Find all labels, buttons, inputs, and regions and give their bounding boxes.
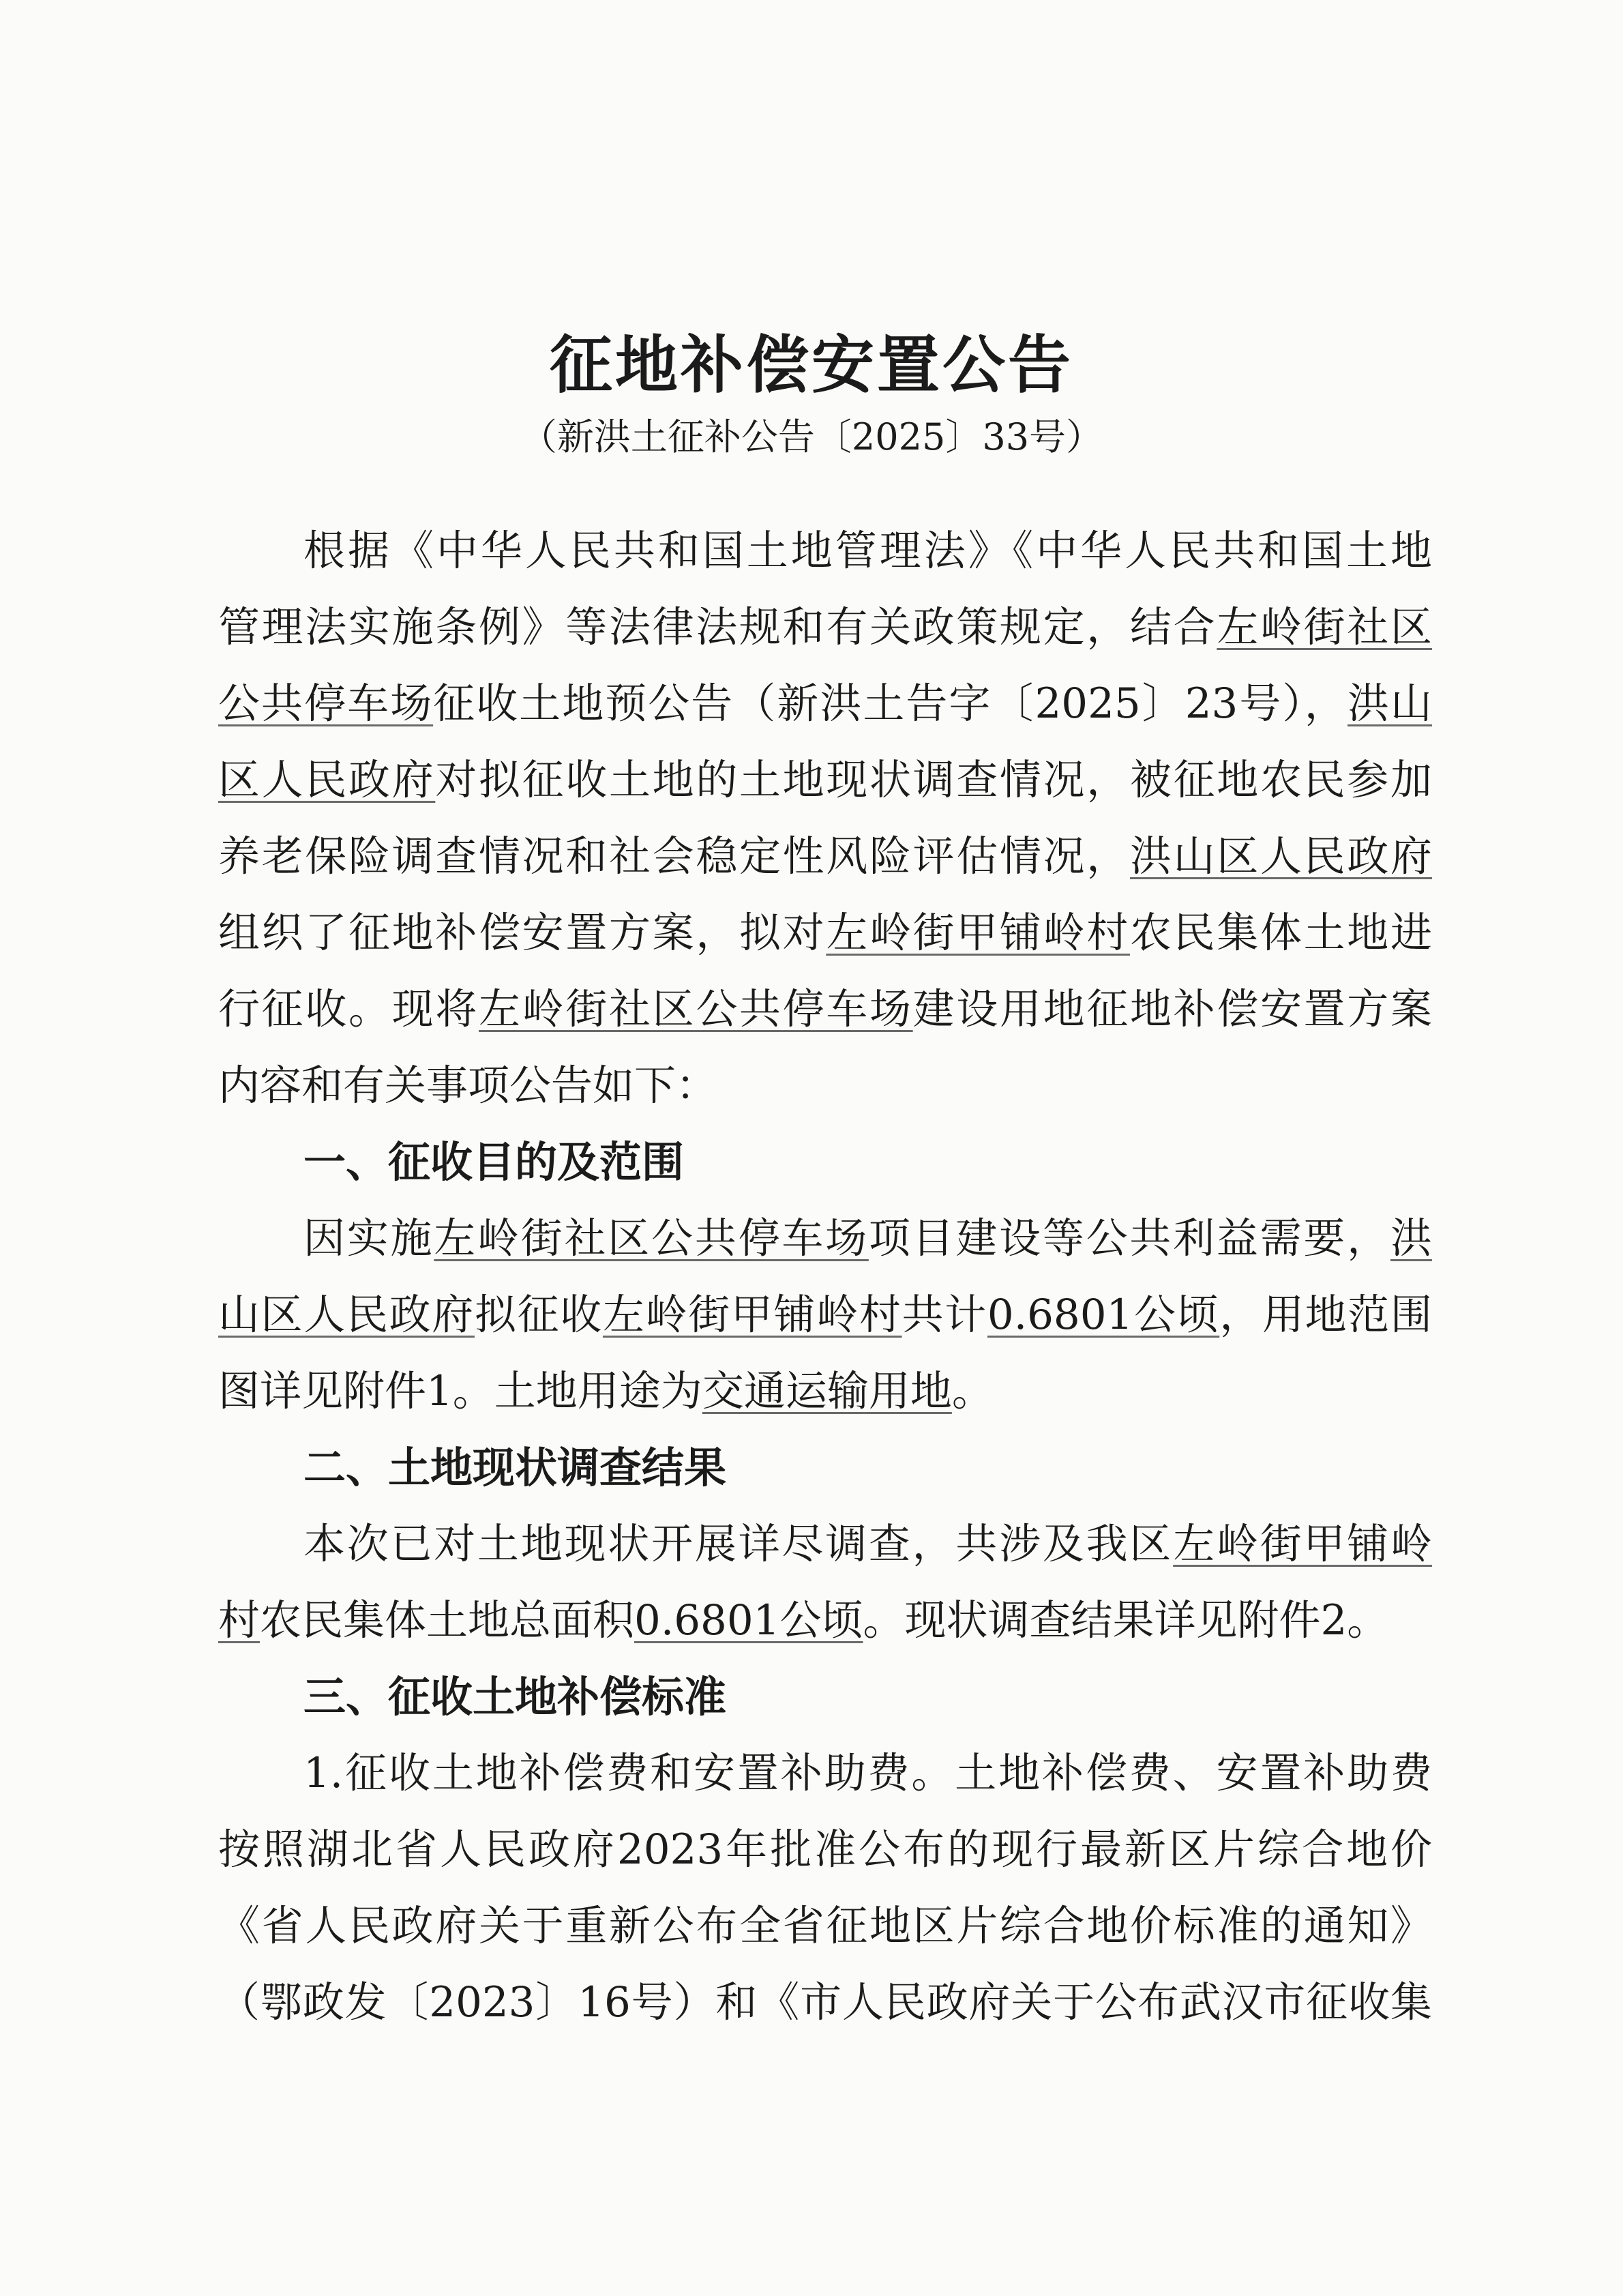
text-segment: ，用地范围 [1219,1291,1432,1339]
document-number: （新洪土征补公告〔2025〕33号） [520,415,1103,458]
text-segment: 行征收。现将 [218,985,479,1033]
underlined-text: 区人民政府 [218,756,436,804]
body-line [303,513,1432,589]
underlined-text: 左岭街社区公共停车场 [479,985,913,1033]
underlined-text: 左岭街甲铺岭村 [602,1291,902,1339]
text-segment: 内容和有关事项公告如下： [218,1061,718,1110]
body-line [218,971,1432,1048]
text-segment: 按照湖北省人民政府2023年批准公布的现行最新区片综合地价 [218,1825,1432,1874]
body-line [218,1277,1432,1353]
text-segment: 项目建设等公共利益需要， [868,1214,1390,1263]
text-segment: 根据《中华人民共和国土地管理法》《中华人民共和国土地 [303,527,1432,575]
body-line [218,742,1432,819]
underlined-text: 山区人民政府 [218,1291,475,1339]
section-heading [303,1124,1432,1201]
underlined-text: 0.6801公顷 [987,1291,1220,1339]
text-segment: 一、征收目的及范围 [303,1137,685,1187]
body-line [303,1506,1432,1583]
body-line [218,1353,1432,1430]
body-line [303,1201,1432,1277]
body-line [218,895,1432,971]
section-heading [303,1659,1432,1735]
text-segment: 组织了征地补偿安置方案，拟对 [218,909,827,957]
text-segment: 本次已对土地现状开展详尽调查，共涉及我区 [303,1520,1174,1568]
text-segment: 对拟征收土地的土地现状调查情况，被征地农民参加 [435,756,1432,804]
underlined-text: 公共停车场 [218,679,434,728]
underlined-text: 左岭街甲铺岭村 [826,909,1130,957]
text-segment: 图详见附件1。土地用途为 [218,1367,702,1415]
text-segment: 三、征收土地补偿标准 [303,1672,727,1722]
body-line [218,1888,1432,1964]
underlined-text: 0.6801公顷 [634,1596,863,1645]
text-segment: 因实施 [303,1214,434,1263]
text-segment: 。 [951,1367,994,1415]
text-segment: 农民集体土地总面积 [260,1596,635,1645]
body-line [218,819,1432,895]
underlined-text: 洪山区人民政府 [1129,832,1432,881]
text-segment: 农民集体土地进 [1129,909,1432,957]
body-line [218,666,1432,742]
text-segment: 拟征收 [474,1291,603,1339]
body-line [218,1964,1432,2041]
text-segment: 建设用地征地补偿安置方案 [912,985,1432,1033]
underlined-text: 交通运输用地 [702,1367,952,1415]
body-line [218,589,1432,666]
underlined-text: 洪山 [1347,679,1432,728]
underlined-text: 左岭街社区公共停车场 [434,1214,869,1263]
underlined-text: 村 [218,1596,260,1645]
section-heading [303,1430,1432,1506]
text-segment: 二、土地现状调查结果 [303,1443,727,1492]
underlined-text: 左岭街甲铺岭 [1173,1520,1432,1568]
body-line [218,1812,1432,1888]
underlined-text: 左岭街社区 [1217,603,1432,651]
document-title: 征地补偿安置公告 [549,329,1073,402]
body-line [218,1048,1432,1124]
text-segment: 养老保险调查情况和社会稳定性风险评估情况， [218,832,1130,881]
text-segment: 管理法实施条例》等法律法规和有关政策规定，结合 [218,603,1217,651]
text-segment: 征收土地预公告（新洪土告字〔2025〕23号）， [433,679,1347,728]
text-segment: 。现状调查结果详见附件2。 [863,1596,1389,1645]
body-line [303,1735,1432,1812]
text-segment: 1.征收土地补偿费和安置补助费。土地补偿费、安置补助费 [303,1749,1432,1797]
text-segment: 共计 [902,1291,987,1339]
body-line [218,1583,1432,1659]
text-segment: 《省人民政府关于重新公布全省征地区片综合地价标准的通知》 [218,1902,1432,1950]
text-segment: （鄂政发〔2023〕16号）和《市人民政府关于公布武汉市征收集 [218,1978,1432,2027]
underlined-text: 洪 [1390,1214,1432,1263]
